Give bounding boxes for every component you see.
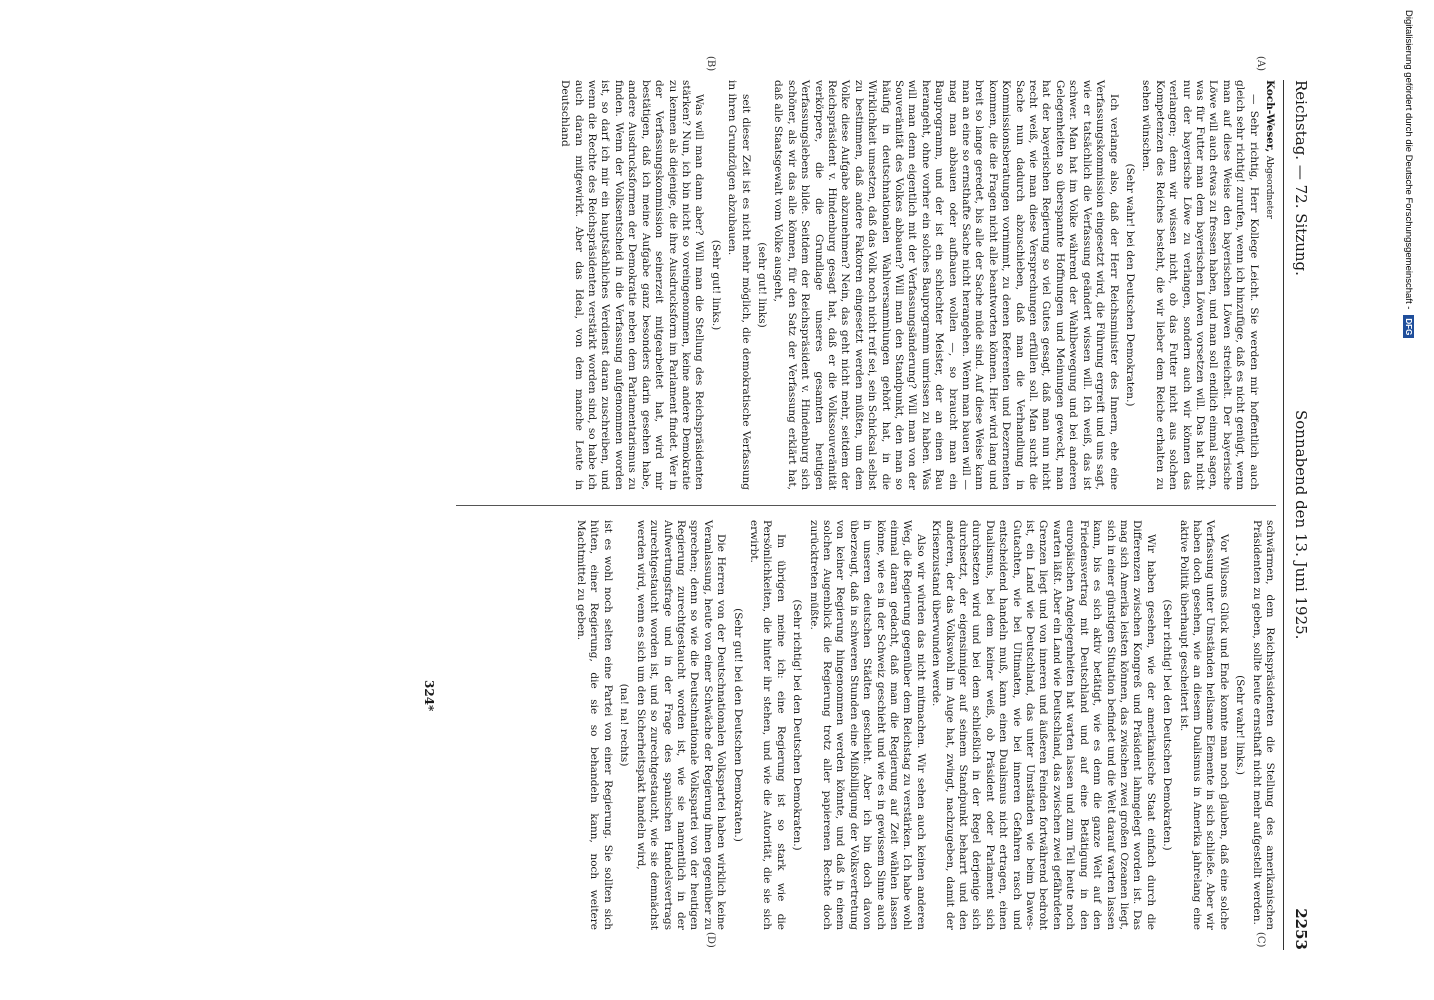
paragraph: Wir haben gesehen, wie der amerikanische Staat einfach durch die Differenzen zwischen Kongreß und Präsident lahmgelegt worden ist. Das mag sich Amerika leisten können, das zwischen zwei großen Ozeanen liegt, sich in einer günstigen Situation befindet und die Welt darauf warten lassen kann, bis es sich aktiv betätigt, wie es denn die ganze Welt auf den Friedensvertrag mit Deutschland und auf eine Betätigung in den europäischen Angelegenheiten hat warten lassen und zum Teil heute noch warten läßt. Aber ein Land wie Deutschland, das zwischen zwei gefährdeten Grenzen liegt und von inneren und äußeren Feinden fortwährend bedroht ist, ein Land wie Deutschland, das unter Umständen wie beim Dawes-Gutachten, wie bei Ultimaten, wie bei inneren Gefahren rasch und entscheidend handeln muß, kann einen Dualismus nicht ertragen, einen Dualismus, bei dem keiner weiß, ob Präsident oder Parlament sich durchsetzen wird und bei dem schließlich in der Regel derjenige sich durchsetzt, der eigensinniger auf seinem Standpunkt beharrt und den anderen, der das Volkswohl im Auge hat, zwingt, nachzugeben, damit der Krisenzustand überwunden werde. [930, 520, 1157, 930]
margin-marker-b: (B) [705, 56, 716, 72]
margin-marker-d: (D) [705, 932, 716, 948]
funding-text: Digitalisierung gefördert durch die Deutsche Forschungsgemeinschaft - [1403, 10, 1415, 310]
margin-marker-a: (A) [1255, 56, 1266, 72]
paragraph: Im übrigen meine ich: eine Regierung ist so stark wie die Persönlichkeiten, die hinter ihr stehen, und wie die Autorität, die sie sich erwirbt. [747, 520, 787, 930]
interjection: (sehr gut! links) [755, 242, 768, 328]
paragraph: Die Herren von der Deutschnationalen Volkspartei haben wirklich keine Veranlassung, heute von einer Schwäche der Regierung ihnen gegenüber zu sprechen; denn so wie die Deutschnationale Volkspartei von der heutigen Regierung zurechtgestaucht worden ist, wie sie namentlich in der Aufwertungsfrage und in der Frage des spanischen Handelsvertrags zurechtgestaucht worden ist, und so zurechtgestaucht, wie sie demnächst werden wird, wenn es sich um den Sicherheitspakt handeln wird, [634, 520, 728, 930]
interjection: (Sehr wahr! bei den Deutschen Demokraten.) [1123, 163, 1136, 407]
paragraph: — Sehr richtig, Herr Kollege Leicht. Sie werden mir hoffentlich auch gleich sehr richtig! zurufen, wenn ich hinzufüge, daß es nicht genügt, wenn man auf diese Weise den bayerischen Löwen streichelt. Der bayerische Löwe will auch etwas zu fressen haben, und man soll endlich einmal sagen, was für Futter man dem bayerischen Löwen vorsetzen will. Das hat nicht nur der bayerische Löwe zu verlangen, sondern auch wir können das verlangen; denn wir wissen nicht, ob das Futter nicht aus solchen Kompetenzen des Reiches besteht, die wir lieber dem Reiche erhalten zu sehen wünschen. [1140, 80, 1260, 490]
speaker-role: Abgeordneter [1264, 155, 1274, 219]
interjection: (Sehr gut! bei den Deutschen Demokraten.) [731, 608, 744, 842]
interjection: (Sehr gut! links.) [709, 239, 722, 331]
paragraph: schwärmen, dem Reichspräsidenten die Stellung des amerikanischen Präsidenten zu geben, sollte heute ernsthaft nicht mehr aufgestellt werden. [1250, 520, 1276, 930]
paragraph: Was will man dann aber? Will man die Stellung des Reichspräsidenten stärken? Nun, ich bin nicht so voreingenommen, keine andere Demokratie zu kennen als diejenige, die ihre Ausdrucksform im Parlament findet. Wer in der Verfassungskommission seinerzeit mitgearbeitet hat, wird mir bestätigen, daß ich meine Aufgabe ganz besonders darin gesehen habe, andere Ausdrucksformen der Demokratie neben dem Parlamentarismus zu finden. Wenn der Volksentscheid in die Verfassung aufgenommen worden ist, so darf ich mir ein hauptsächliches Verdienst daran zuschreiben, und wenn die Rechte des Reichspräsidenten verstärkt worden sind, so habe ich auch daran mitgewirkt. Aber das Ideal, von dem manche Leute in Deutschland [559, 80, 706, 490]
header-rule [1283, 80, 1284, 950]
paragraph: Also wir würden das nicht mitmachen. Wir sehen auch keinen anderen Weg, die Regierung gegenüber dem Reichstag zu verstärken. Ich habe wohl einmal daran gedacht, daß man die Regierung auf Zeit wählen lassen könne, wie es in der Schweiz geschieht und wie es in gewissem Sinne auch in unseren deutschen Städten geschieht. Aber ich bin doch davon überzeugt, daß in schweren Stunden eine Mißbilligung der Volksvertretung von keiner Regierung hingenommen werden könnte, und daß in einem solchen Augenblick die Regierung trotz aller papierenen Rechte doch zurücktreten müßte. [807, 520, 927, 930]
interjection: (na! na! rechts) [618, 683, 631, 767]
column-divider [456, 505, 1276, 506]
page-number: 2253 [1292, 908, 1310, 950]
interjection: (Sehr richtig! bei den Deutschen Demokraten.) [1161, 599, 1174, 851]
header-session-title: Reichstag. — 72. Sitzung. [1292, 80, 1310, 276]
interjection: (Sehr wahr! links.) [1234, 675, 1247, 775]
paragraph: Ich verlange also, daß der Herr Reichsminister des Innern, ehe eine Verfassungskommission eingesetzt wird, die Führung ergreift und uns sagt, wie er tatsächlich die Verfassung geändert wissen will. Ich weiß, das ist schwer. Man hat im Volke während der Wahlbewegung und bei anderen Gelegenheiten so überspannte Hoffnungen und Meinungen geweckt, man hat der bayerischen Regierung so viel Gutes gesagt, daß man nun nicht recht weiß, wie man diese Versprechungen erfüllen soll. Man sucht die Sache nun dadurch abzuschieben, daß man die Verhandlung in Kommissionsberatungen vornimmt, zu denen Referenten und Dezernenten kommen, die die Fragen nicht alle beantworten können. Hier wird lang und breit so lange geredet, bis alle der Sache müde sind. Auf diese Weise kann man an eine so ernsthafte Sache nicht herangehen. Wenn man bauen will — mag man abbauen oder aufbauen wollen —, so braucht man ein Bauprogramm, und der ist ein schlechter Meister, der an einen Bau herangeht, ohne vorher ein solches Bauprogramm umrissen zu haben. Was will man denn eigentlich mit der Verfassungsänderung? Will man von der Souveränität des Volkes abbauen? Will man den Standpunkt, den man so häufig in deutschnationalen Wahlversammlungen gehört hat, in die Wirklichkeit umsetzen, daß das Volk noch nicht reif sei, sein Schicksal selbst zu bestimmen, daß andere Faktoren eingesetzt werden müßten, um dem Volke diese Aufgabe abzunehmen? Nein, das geht nicht mehr, seitdem der Reichspräsident v. Hindenburg gesagt hat, daß er die Volkssouveränität verkörpere, die die Grundlage unseres gesamten heutigen Verfassungslebens bilde. Seitdem der Reichspräsident v. Hindenburg sich schöner, als wir das alle können, für den Satz der Verfassung erklärt hat, daß alle Staatsgewalt vom Volke ausgeht, [772, 80, 1120, 490]
signature-mark: 324* [422, 680, 436, 712]
page-header [1286, 80, 1316, 950]
right-column [572, 520, 1276, 930]
left-column [556, 80, 1276, 490]
interjection: (Sehr richtig! bei den Deutschen Demokraten.) [791, 599, 804, 851]
paragraph: seit dieser Zeit ist es nicht mehr möglich, die demokratische Verfassung in ihren Grundzügen abzubauen. [726, 80, 752, 490]
funding-note [1402, 10, 1416, 990]
paragraph: Vor Wilsons Glück und Ende konnte man noch glauben, daß eine solche Verfassung unter Umständen heilsame Elemente in sich schließe. Aber wir haben doch gesehen, wie an diesem Dualismus in Amerika jahrelang eine aktive Politik überhaupt gescheitert ist. [1177, 520, 1230, 930]
margin-marker-c: (C) [1255, 932, 1266, 948]
paragraph: ist es wohl noch selten eine Partei von einer Regierung. Sie sollten sich hüten, einer Regierung, die sie so behandeln kann, noch weitere Machtmittel zu geben. [575, 520, 614, 930]
speaker-name: Koch-Weser, [1264, 80, 1276, 153]
dfg-logo-icon: DFG [1404, 315, 1415, 338]
rotated-sheet [96, 56, 1316, 950]
speaker-line [1262, 80, 1276, 490]
header-date: Sonnabend den 13. Juni 1925. [1292, 410, 1310, 640]
